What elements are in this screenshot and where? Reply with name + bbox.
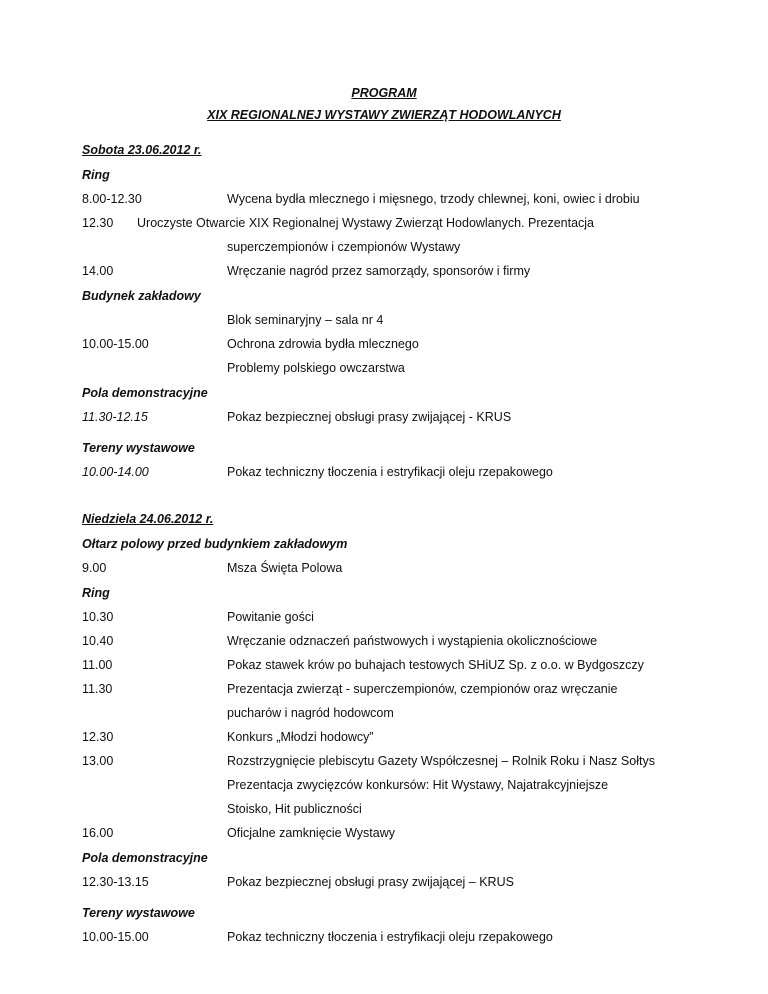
schedule-text: Prezentacja zwierząt - superczempionów, czempionów oraz wręczanie bbox=[227, 682, 618, 696]
schedule-time: 10.30 bbox=[82, 610, 114, 624]
day-heading-saturday: Sobota 23.06.2012 r. bbox=[82, 143, 202, 157]
schedule-time: 10.00-15.00 bbox=[82, 930, 149, 944]
schedule-text: Ochrona zdrowia bydła mlecznego bbox=[227, 337, 419, 351]
section-label-fields: Pola demonstracyjne bbox=[82, 386, 208, 400]
page-subtitle: XIX REGIONALNEJ WYSTAWY ZWIERZĄT HODOWLANYCH bbox=[207, 108, 561, 122]
schedule-text: Rozstrzygnięcie plebiscytu Gazety Współczesnej – Rolnik Roku i Nasz Sołtys bbox=[227, 754, 655, 768]
schedule-time: 11.30 bbox=[82, 682, 113, 696]
schedule-time: 12.30 bbox=[82, 730, 114, 744]
section-label-altar: Ołtarz polowy przed budynkiem zakładowym bbox=[82, 537, 348, 551]
schedule-time: 10.00-14.00 bbox=[82, 465, 149, 479]
schedule-time: 16.00 bbox=[82, 826, 114, 840]
schedule-text: Wręczanie odznaczeń państwowych i wystąpienia okolicznościowe bbox=[227, 634, 598, 648]
schedule-time: 10.40 bbox=[82, 634, 114, 648]
day-heading-sunday: Niedziela 24.06.2012 r. bbox=[82, 512, 214, 526]
schedule-text: Powitanie gości bbox=[227, 610, 314, 624]
schedule-text: Blok seminaryjny – sala nr 4 bbox=[227, 313, 384, 327]
section-label-building: Budynek zakładowy bbox=[82, 289, 201, 303]
schedule-text-continued: Stoisko, Hit publiczności bbox=[227, 802, 362, 816]
schedule-time: 9.00 bbox=[82, 561, 107, 575]
section-label-grounds: Tereny wystawowe bbox=[82, 906, 195, 920]
section-label-ring: Ring bbox=[82, 168, 110, 182]
schedule-text: Konkurs „Młodzi hodowcy” bbox=[227, 730, 374, 744]
schedule-time: 10.00-15.00 bbox=[82, 337, 149, 351]
schedule-text: Oficjalne zamknięcie Wystawy bbox=[227, 826, 395, 840]
page-title: PROGRAM bbox=[351, 86, 417, 100]
schedule-time: 12.30-13.15 bbox=[82, 875, 149, 889]
schedule-text: Problemy polskiego owczarstwa bbox=[227, 361, 405, 375]
schedule-time: 11.30-12.15 bbox=[82, 410, 148, 424]
schedule-time: 14.00 bbox=[82, 264, 114, 278]
schedule-text: Pokaz techniczny tłoczenia i estryfikacji oleju rzepakowego bbox=[227, 465, 553, 479]
schedule-text: Wycena bydła mlecznego i mięsnego, trzody chlewnej, koni, owiec i drobiu bbox=[227, 192, 640, 206]
section-label-ring: Ring bbox=[82, 586, 110, 600]
schedule-time: 13.00 bbox=[82, 754, 114, 768]
schedule-text: Pokaz stawek krów po buhajach testowych SHiUZ Sp. z o.o. w Bydgoszczy bbox=[227, 658, 644, 672]
schedule-time: 12.30 bbox=[82, 216, 114, 230]
schedule-text: Msza Święta Polowa bbox=[227, 561, 343, 575]
schedule-time: 11.00 bbox=[82, 658, 113, 672]
schedule-text: Wręczanie nagród przez samorządy, sponsorów i firmy bbox=[227, 264, 531, 278]
schedule-text-continued: superczempionów i czempionów Wystawy bbox=[227, 240, 461, 254]
schedule-text: Uroczyste Otwarcie XIX Regionalnej Wystawy Zwierząt Hodowlanych. Prezentacja bbox=[137, 216, 595, 230]
schedule-text: Pokaz techniczny tłoczenia i estryfikacji oleju rzepakowego bbox=[227, 930, 553, 944]
section-label-fields: Pola demonstracyjne bbox=[82, 851, 208, 865]
section-label-grounds: Tereny wystawowe bbox=[82, 441, 195, 455]
schedule-text-continued: pucharów i nagród hodowcom bbox=[227, 706, 394, 720]
schedule-text-continued: Prezentacja zwycięzców konkursów: Hit Wystawy, Najatrakcyjniejsze bbox=[227, 778, 609, 792]
schedule-time: 8.00-12.30 bbox=[82, 192, 142, 206]
schedule-text: Pokaz bezpiecznej obsługi prasy zwijającej – KRUS bbox=[227, 875, 514, 889]
schedule-text: Pokaz bezpiecznej obsługi prasy zwijającej - KRUS bbox=[227, 410, 512, 424]
